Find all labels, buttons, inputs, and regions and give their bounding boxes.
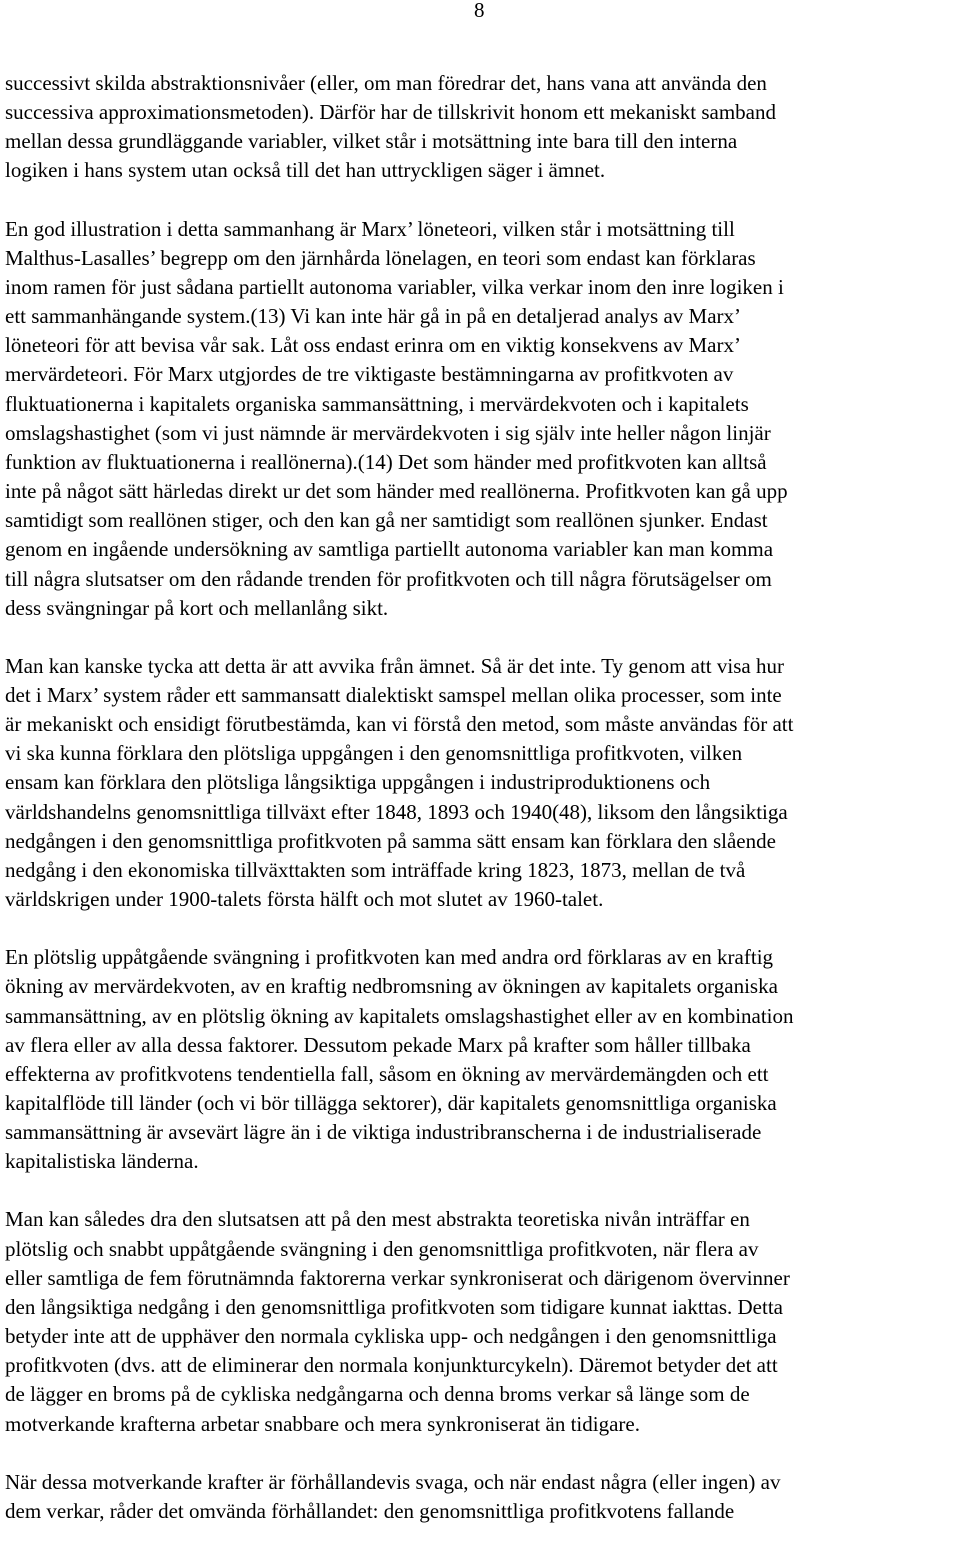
text-line: är mekaniskt och ensidigt förutbestämda, kan vi förstå den metod, som måste användas för att xyxy=(5,712,794,737)
text-line: den långsiktiga nedgång i den genomsnittliga profitkvoten som tidigare kunnat iakttas. Detta xyxy=(5,1294,783,1319)
text-line: successiva approximationsmetoden). Därför har de tillskrivit honom ett mekaniskt samband xyxy=(5,100,776,125)
text-line: betyder inte att de upphäver den normala cykliska upp- och nedgången i den genomsnittliga xyxy=(5,1324,777,1349)
text-line: effekterna av profitkvotens tendentiella fall, såsom en ökning av mervärdemängden och ett xyxy=(5,1061,769,1086)
text-line: Malthus-Lasalles’ begrepp om den järnhårda lönelagen, en teori som endast kan förklaras xyxy=(5,245,756,270)
text-line: världskrigen under 1900-talets första hälft och mot slutet av 1960-talet. xyxy=(5,887,604,912)
text-line: det i Marx’ system råder ett sammansatt dialektiskt samspel mellan olika processer, som inte xyxy=(5,682,782,707)
text-line: dem verkar, råder det omvända förhållandet: den genomsnittliga profitkvotens fallande xyxy=(5,1498,735,1523)
text-line: logiken i hans system utan också till det han uttryckligen säger i ämnet. xyxy=(5,158,606,183)
text-line: När dessa motverkande krafter är förhållandevis svaga, och när endast några (eller ingen) av xyxy=(5,1469,781,1494)
text-line: mervärdeteori. För Marx utgjordes de tre viktigaste bestämningarna av profitkvoten av xyxy=(5,362,734,387)
text-line: genom en ingående undersökning av samtliga partiellt autonoma variabler kan man komma xyxy=(5,537,774,562)
text-line: dess svängningar på kort och mellanlång sikt. xyxy=(5,595,389,620)
text-line: de lägger en broms på de cykliska nedgångarna och denna broms verkar så länge som de xyxy=(5,1382,750,1407)
text-line: till några slutsatser om den rådande trenden för profitkvoten och till några förutsägelser om xyxy=(5,566,772,591)
text-line: Man kan kanske tycka att detta är att avvika från ämnet. Så är det inte. Ty genom att visa hur xyxy=(5,653,784,678)
text-line: världshandelns genomsnittliga tillväxt efter 1848, 1893 och 1940(48), liksom den långsiktiga xyxy=(5,799,788,824)
text-line: successivt skilda abstraktionsnivåer (eller, om man föredrar det, hans vana att använda den xyxy=(5,71,767,95)
text-line: motverkande krafterna arbetar snabbare och mera synkroniserat än tidigare. xyxy=(5,1411,640,1436)
text-line: sammansättning, av en plötslig ökning av kapitalets omslagshastighet eller av en kombination xyxy=(5,1003,794,1028)
text-line: nedgången i den genomsnittliga profitkvoten på samma sätt ensam kan förklara den slående xyxy=(5,828,776,853)
text-line: fluktuationerna i kapitalets organiska sammansättning, i mervärdekvoten och i kapitalets xyxy=(5,391,749,416)
text-line: vi ska kunna förklara den plötsliga uppgången i den genomsnittliga profitkvoten, vilken xyxy=(5,741,743,766)
paragraph-5 xyxy=(5,1205,960,1438)
text-line: ensam kan förklara den plötsliga långsiktiga uppgången i industriproduktionens och xyxy=(5,770,711,795)
paragraph-3 xyxy=(5,652,960,914)
text-line: samtidigt som reallönen stiger, och den kan gå ner samtidigt som reallönen sjunker. Endast xyxy=(5,508,768,533)
text-line: eller samtliga de fem förutnämnda faktorerna verkar synkroniserat och därigenom övervinner xyxy=(5,1265,790,1290)
text-line: Man kan således dra den slutsatsen att på den mest abstrakta teoretiska nivån inträffar en xyxy=(5,1207,750,1232)
text-line: omslagshastighet (som vi just nämnde är mervärdekvoten i sig själv inte heller någon linjär xyxy=(5,420,771,445)
text-line: funktion av fluktuationerna i reallönerna).(14) Det som händer med profitkvoten kan alltså xyxy=(5,449,767,474)
text-line: av flera eller av alla dessa faktorer. Dessutom pekade Marx på krafter som håller tillbaka xyxy=(5,1032,751,1057)
text-line: kapitalistiska länderna. xyxy=(5,1149,199,1174)
page-number: 8 xyxy=(474,0,485,22)
text-line: En god illustration i detta sammanhang är Marx’ löneteori, vilken står i motsättning till xyxy=(5,216,735,241)
paragraph-4 xyxy=(5,943,960,1176)
text-line: mellan dessa grundläggande variabler, vilket står i motsättning inte bara till den interna xyxy=(5,129,738,154)
paragraph-6 xyxy=(5,1468,960,1526)
text-line: plötslig och snabbt uppåtgående svängning i den genomsnittliga profitkvoten, när flera av xyxy=(5,1236,759,1261)
text-line: kapitalflöde till länder (och vi bör tillägga sektorer), där kapitalets genomsnittliga organiska xyxy=(5,1091,777,1115)
text-line: inom ramen för just sådana partiellt autonoma variabler, vilka verkar inom den inre logiken i xyxy=(5,274,784,299)
text-line: löneteori för att bevisa vår sak. Låt oss endast erinra om en viktig konsekvens av Marx’ xyxy=(5,333,741,358)
text-line: inte på något sätt härledas direkt ur det som händer med reallönerna. Profitkvoten kan gå upp xyxy=(5,479,788,504)
text-line: En plötslig uppåtgående svängning i profitkvoten kan med andra ord förklaras av en kraftig xyxy=(5,945,774,970)
page-body xyxy=(5,69,960,1555)
text-line: sammansättning är avsevärt lägre än i de viktiga industribranscherna i de industrialiserade xyxy=(5,1120,762,1145)
paragraph-1 xyxy=(5,69,960,186)
text-line: nedgång i den ekonomiska tillväxttakten som inträffade kring 1823, 1873, mellan de två xyxy=(5,857,746,882)
paragraph-2 xyxy=(5,215,960,623)
text-line: ett sammanhängande system.(13) Vi kan inte här gå in på en detaljerad analys av Marx’ xyxy=(5,304,742,329)
text-line: ökning av mervärdekvoten, av en kraftig nedbromsning av ökningen av kapitalets organiska xyxy=(5,974,778,999)
text-line: profitkvoten (dvs. att de eliminerar den normala konjunkturcykeln). Däremot betyder det att xyxy=(5,1353,778,1378)
